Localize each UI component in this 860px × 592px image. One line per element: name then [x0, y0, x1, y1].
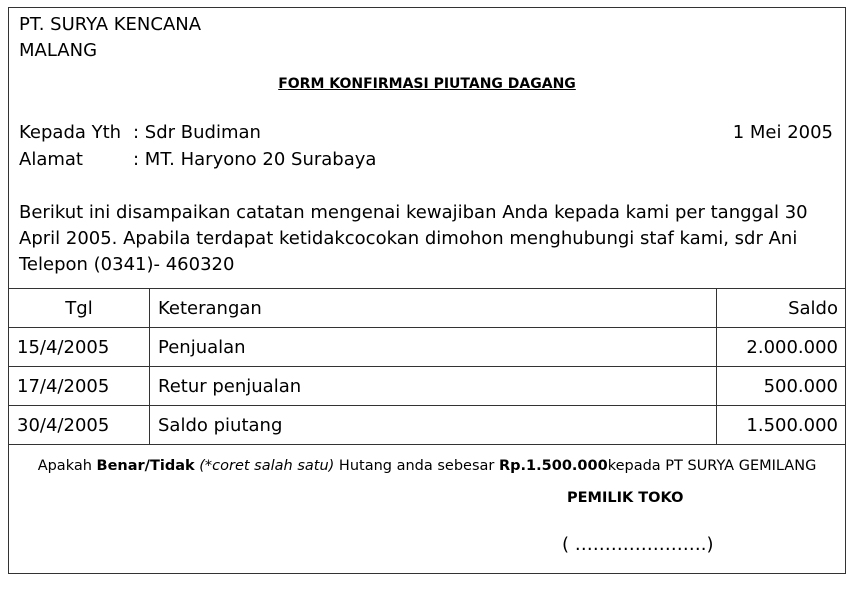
table-header-row [9, 289, 846, 328]
body-paragraph: Berikut ini disampaikan catatan mengenai kewajiban Anda kepada kami per tanggal 30 April 2005. Apabila terdapat ketidakcocokan dimohon menghubungi staf kami, sdr Ani Telepon (0341)- 460320 [19, 202, 808, 275]
row-date: 17/4/2005 [9, 367, 150, 406]
confirm-prefix: Apakah [37, 458, 97, 474]
row-balance: 1.500.000 [717, 406, 846, 445]
confirmation-statement [9, 458, 845, 474]
row-description: Penjualan [150, 328, 717, 367]
confirm-choice: Benar/Tidak [96, 458, 195, 474]
header-description: Keterangan [150, 289, 717, 328]
confirmation-form [8, 7, 846, 574]
row-date: 15/4/2005 [9, 328, 150, 367]
confirm-note: (*coret salah satu) [199, 458, 335, 474]
confirm-suffix: kepada PT SURYA GEMILANG [607, 458, 817, 474]
table-row [9, 406, 846, 445]
letter-date: 1 Mei 2005 [732, 122, 833, 143]
recipient-name: : Sdr Budiman [133, 122, 261, 143]
table-row [9, 328, 846, 367]
row-balance: 2.000.000 [717, 328, 846, 367]
company-name: PT. SURYA KENCANA [19, 14, 202, 35]
address-label: Alamat [19, 149, 83, 170]
signature-line: ( ………………….) [562, 534, 714, 555]
company-city: MALANG [19, 40, 98, 61]
signature-role: PEMILIK TOKO [567, 490, 684, 506]
receivable-table [8, 288, 846, 445]
table-row [9, 367, 846, 406]
recipient-label: Kepada Yth [19, 122, 122, 143]
confirm-middle: Hutang anda sebesar [334, 458, 499, 474]
row-balance: 500.000 [717, 367, 846, 406]
address-value: : MT. Haryono 20 Surabaya [133, 149, 377, 170]
row-description: Retur penjualan [150, 367, 717, 406]
confirm-amount: Rp.1.500.000 [498, 458, 608, 474]
row-date: 30/4/2005 [9, 406, 150, 445]
header-balance: Saldo [717, 289, 846, 328]
header-date: Tgl [9, 289, 150, 328]
form-title: FORM KONFIRMASI PIUTANG DAGANG [278, 76, 576, 92]
row-description: Saldo piutang [150, 406, 717, 445]
